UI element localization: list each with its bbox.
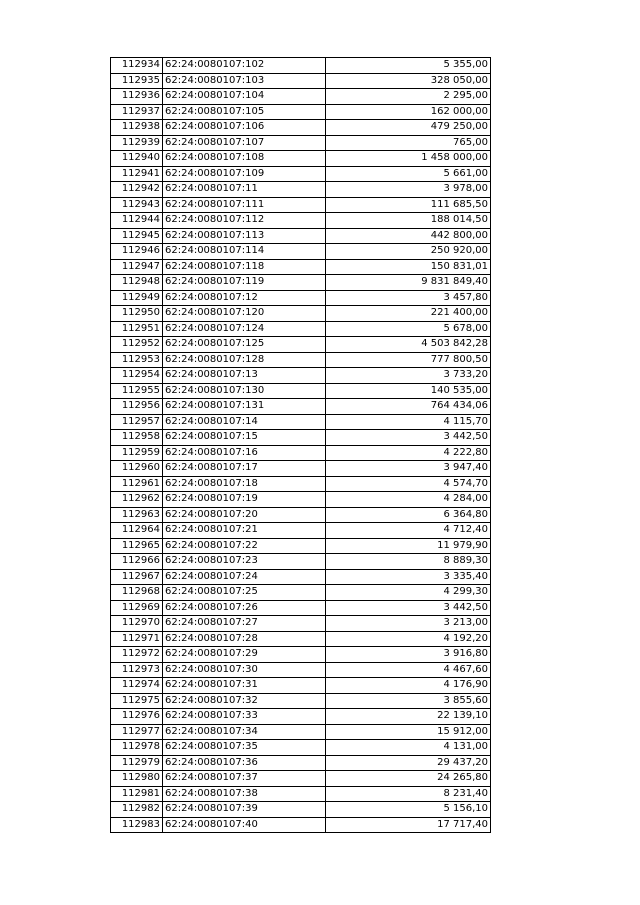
- cadastral-number-cell: 62:24:0080107:40: [163, 817, 326, 833]
- value-cell: 22 139,10: [326, 709, 491, 725]
- table-row: [111, 507, 491, 523]
- cadastral-number-cell: 62:24:0080107:34: [163, 724, 326, 740]
- table-row: [111, 771, 491, 787]
- value-cell: 3 978,00: [326, 182, 491, 198]
- table-row: [111, 662, 491, 678]
- cadastral-number-cell: 62:24:0080107:21: [163, 523, 326, 539]
- row-id-cell: 112956: [111, 399, 163, 415]
- cadastral-number-cell: 62:24:0080107:109: [163, 166, 326, 182]
- row-id-cell: 112948: [111, 275, 163, 291]
- cadastral-number-cell: 62:24:0080107:36: [163, 755, 326, 771]
- row-id-cell: 112963: [111, 507, 163, 523]
- cadastral-number-cell: 62:24:0080107:19: [163, 492, 326, 508]
- row-id-cell: 112934: [111, 58, 163, 74]
- table-body: [111, 58, 491, 833]
- table-row: [111, 476, 491, 492]
- cadastral-number-cell: 62:24:0080107:16: [163, 445, 326, 461]
- row-id-cell: 112944: [111, 213, 163, 229]
- cadastral-number-cell: 62:24:0080107:118: [163, 259, 326, 275]
- cadastral-number-cell: 62:24:0080107:107: [163, 135, 326, 151]
- table-row: [111, 73, 491, 89]
- cadastral-number-cell: 62:24:0080107:104: [163, 89, 326, 105]
- cadastral-number-cell: 62:24:0080107:33: [163, 709, 326, 725]
- table-row: [111, 104, 491, 120]
- row-id-cell: 112979: [111, 755, 163, 771]
- table-row: [111, 197, 491, 213]
- cadastral-number-cell: 62:24:0080107:11: [163, 182, 326, 198]
- cadastral-number-cell: 62:24:0080107:39: [163, 802, 326, 818]
- table-row: [111, 228, 491, 244]
- cadastral-number-cell: 62:24:0080107:35: [163, 740, 326, 756]
- cadastral-number-cell: 62:24:0080107:28: [163, 631, 326, 647]
- cadastral-number-cell: 62:24:0080107:22: [163, 538, 326, 554]
- value-cell: 3 213,00: [326, 616, 491, 632]
- cadastral-number-cell: 62:24:0080107:103: [163, 73, 326, 89]
- value-cell: 5 355,00: [326, 58, 491, 74]
- row-id-cell: 112937: [111, 104, 163, 120]
- value-cell: 442 800,00: [326, 228, 491, 244]
- table-row: [111, 399, 491, 415]
- row-id-cell: 112976: [111, 709, 163, 725]
- row-id-cell: 112943: [111, 197, 163, 213]
- row-id-cell: 112980: [111, 771, 163, 787]
- row-id-cell: 112935: [111, 73, 163, 89]
- cadastral-number-cell: 62:24:0080107:111: [163, 197, 326, 213]
- row-id-cell: 112974: [111, 678, 163, 694]
- value-cell: 3 947,40: [326, 461, 491, 477]
- value-cell: 4 299,30: [326, 585, 491, 601]
- table-row: [111, 213, 491, 229]
- cadastral-number-cell: 62:24:0080107:120: [163, 306, 326, 322]
- cadastral-number-cell: 62:24:0080107:20: [163, 507, 326, 523]
- cadastral-number-cell: 62:24:0080107:29: [163, 647, 326, 663]
- value-cell: 4 574,70: [326, 476, 491, 492]
- row-id-cell: 112941: [111, 166, 163, 182]
- row-id-cell: 112973: [111, 662, 163, 678]
- table-row: [111, 569, 491, 585]
- table-row: [111, 120, 491, 136]
- cadastral-number-cell: 62:24:0080107:114: [163, 244, 326, 260]
- table-row: [111, 151, 491, 167]
- value-cell: 328 050,00: [326, 73, 491, 89]
- row-id-cell: 112960: [111, 461, 163, 477]
- value-cell: 162 000,00: [326, 104, 491, 120]
- table-row: [111, 461, 491, 477]
- value-cell: 765,00: [326, 135, 491, 151]
- row-id-cell: 112952: [111, 337, 163, 353]
- row-id-cell: 112983: [111, 817, 163, 833]
- table-row: [111, 678, 491, 694]
- table-row: [111, 600, 491, 616]
- table-row: [111, 352, 491, 368]
- value-cell: 3 457,80: [326, 290, 491, 306]
- value-cell: 4 131,00: [326, 740, 491, 756]
- cadastral-number-cell: 62:24:0080107:17: [163, 461, 326, 477]
- value-cell: 479 250,00: [326, 120, 491, 136]
- table-row: [111, 259, 491, 275]
- value-cell: 1 458 000,00: [326, 151, 491, 167]
- row-id-cell: 112945: [111, 228, 163, 244]
- table-row: [111, 414, 491, 430]
- value-cell: 6 364,80: [326, 507, 491, 523]
- row-id-cell: 112949: [111, 290, 163, 306]
- row-id-cell: 112978: [111, 740, 163, 756]
- row-id-cell: 112965: [111, 538, 163, 554]
- row-id-cell: 112971: [111, 631, 163, 647]
- value-cell: 8 231,40: [326, 786, 491, 802]
- table-row: [111, 709, 491, 725]
- cadastral-number-cell: 62:24:0080107:130: [163, 383, 326, 399]
- cadastral-number-cell: 62:24:0080107:12: [163, 290, 326, 306]
- cadastral-number-cell: 62:24:0080107:105: [163, 104, 326, 120]
- row-id-cell: 112951: [111, 321, 163, 337]
- value-cell: 4 115,70: [326, 414, 491, 430]
- table-row: [111, 321, 491, 337]
- value-cell: 3 733,20: [326, 368, 491, 384]
- table-row: [111, 755, 491, 771]
- row-id-cell: 112975: [111, 693, 163, 709]
- value-cell: 3 855,60: [326, 693, 491, 709]
- value-cell: 4 503 842,28: [326, 337, 491, 353]
- row-id-cell: 112938: [111, 120, 163, 136]
- table-row: [111, 135, 491, 151]
- cadastral-number-cell: 62:24:0080107:15: [163, 430, 326, 446]
- table-row: [111, 616, 491, 632]
- value-cell: 17 717,40: [326, 817, 491, 833]
- row-id-cell: 112940: [111, 151, 163, 167]
- table-row: [111, 58, 491, 74]
- table-row: [111, 430, 491, 446]
- row-id-cell: 112977: [111, 724, 163, 740]
- row-id-cell: 112972: [111, 647, 163, 663]
- row-id-cell: 112961: [111, 476, 163, 492]
- cadastral-number-cell: 62:24:0080107:27: [163, 616, 326, 632]
- table-row: [111, 554, 491, 570]
- value-cell: 15 912,00: [326, 724, 491, 740]
- cadastral-number-cell: 62:24:0080107:26: [163, 600, 326, 616]
- value-cell: 140 535,00: [326, 383, 491, 399]
- value-cell: 111 685,50: [326, 197, 491, 213]
- row-id-cell: 112947: [111, 259, 163, 275]
- value-cell: 5 678,00: [326, 321, 491, 337]
- row-id-cell: 112939: [111, 135, 163, 151]
- cadastral-number-cell: 62:24:0080107:37: [163, 771, 326, 787]
- table-row: [111, 383, 491, 399]
- table-row: [111, 724, 491, 740]
- table-row: [111, 445, 491, 461]
- value-cell: 29 437,20: [326, 755, 491, 771]
- row-id-cell: 112957: [111, 414, 163, 430]
- row-id-cell: 112969: [111, 600, 163, 616]
- cadastral-number-cell: 62:24:0080107:108: [163, 151, 326, 167]
- row-id-cell: 112966: [111, 554, 163, 570]
- table-row: [111, 275, 491, 291]
- value-cell: 5 661,00: [326, 166, 491, 182]
- cadastral-number-cell: 62:24:0080107:131: [163, 399, 326, 415]
- row-id-cell: 112981: [111, 786, 163, 802]
- value-cell: 8 889,30: [326, 554, 491, 570]
- value-cell: 777 800,50: [326, 352, 491, 368]
- data-table: [110, 57, 491, 833]
- row-id-cell: 112958: [111, 430, 163, 446]
- value-cell: 4 467,60: [326, 662, 491, 678]
- value-cell: 3 335,40: [326, 569, 491, 585]
- row-id-cell: 112954: [111, 368, 163, 384]
- row-id-cell: 112970: [111, 616, 163, 632]
- value-cell: 221 400,00: [326, 306, 491, 322]
- table-row: [111, 786, 491, 802]
- row-id-cell: 112953: [111, 352, 163, 368]
- table-row: [111, 337, 491, 353]
- row-id-cell: 112964: [111, 523, 163, 539]
- cadastral-number-cell: 62:24:0080107:32: [163, 693, 326, 709]
- value-cell: 9 831 849,40: [326, 275, 491, 291]
- value-cell: 4 176,90: [326, 678, 491, 694]
- value-cell: 4 712,40: [326, 523, 491, 539]
- table-row: [111, 817, 491, 833]
- value-cell: 150 831,01: [326, 259, 491, 275]
- value-cell: 5 156,10: [326, 802, 491, 818]
- cadastral-number-cell: 62:24:0080107:125: [163, 337, 326, 353]
- row-id-cell: 112968: [111, 585, 163, 601]
- table-row: [111, 585, 491, 601]
- cadastral-number-cell: 62:24:0080107:124: [163, 321, 326, 337]
- table-row: [111, 523, 491, 539]
- row-id-cell: 112936: [111, 89, 163, 105]
- row-id-cell: 112946: [111, 244, 163, 260]
- cadastral-number-cell: 62:24:0080107:25: [163, 585, 326, 601]
- table-row: [111, 802, 491, 818]
- table-row: [111, 166, 491, 182]
- cadastral-number-cell: 62:24:0080107:14: [163, 414, 326, 430]
- cadastral-number-cell: 62:24:0080107:13: [163, 368, 326, 384]
- table-row: [111, 182, 491, 198]
- cadastral-number-cell: 62:24:0080107:31: [163, 678, 326, 694]
- value-cell: 764 434,06: [326, 399, 491, 415]
- value-cell: 3 916,80: [326, 647, 491, 663]
- cadastral-number-cell: 62:24:0080107:112: [163, 213, 326, 229]
- table-row: [111, 306, 491, 322]
- table-row: [111, 89, 491, 105]
- value-cell: 3 442,50: [326, 600, 491, 616]
- cadastral-number-cell: 62:24:0080107:102: [163, 58, 326, 74]
- table-row: [111, 631, 491, 647]
- table-row: [111, 368, 491, 384]
- cadastral-number-cell: 62:24:0080107:38: [163, 786, 326, 802]
- row-id-cell: 112962: [111, 492, 163, 508]
- value-cell: 24 265,80: [326, 771, 491, 787]
- value-cell: 4 192,20: [326, 631, 491, 647]
- value-cell: 4 222,80: [326, 445, 491, 461]
- value-cell: 11 979,90: [326, 538, 491, 554]
- row-id-cell: 112950: [111, 306, 163, 322]
- value-cell: 188 014,50: [326, 213, 491, 229]
- cadastral-number-cell: 62:24:0080107:23: [163, 554, 326, 570]
- row-id-cell: 112982: [111, 802, 163, 818]
- cadastral-number-cell: 62:24:0080107:24: [163, 569, 326, 585]
- row-id-cell: 112967: [111, 569, 163, 585]
- cadastral-number-cell: 62:24:0080107:128: [163, 352, 326, 368]
- value-cell: 3 442,50: [326, 430, 491, 446]
- table-row: [111, 244, 491, 260]
- row-id-cell: 112959: [111, 445, 163, 461]
- table-row: [111, 538, 491, 554]
- value-cell: 4 284,00: [326, 492, 491, 508]
- table-row: [111, 740, 491, 756]
- cadastral-number-cell: 62:24:0080107:18: [163, 476, 326, 492]
- cadastral-number-cell: 62:24:0080107:113: [163, 228, 326, 244]
- cadastral-number-cell: 62:24:0080107:30: [163, 662, 326, 678]
- cadastral-number-cell: 62:24:0080107:119: [163, 275, 326, 291]
- row-id-cell: 112942: [111, 182, 163, 198]
- table-row: [111, 492, 491, 508]
- table-row: [111, 693, 491, 709]
- table-row: [111, 290, 491, 306]
- cadastral-number-cell: 62:24:0080107:106: [163, 120, 326, 136]
- value-cell: 2 295,00: [326, 89, 491, 105]
- value-cell: 250 920,00: [326, 244, 491, 260]
- row-id-cell: 112955: [111, 383, 163, 399]
- table-row: [111, 647, 491, 663]
